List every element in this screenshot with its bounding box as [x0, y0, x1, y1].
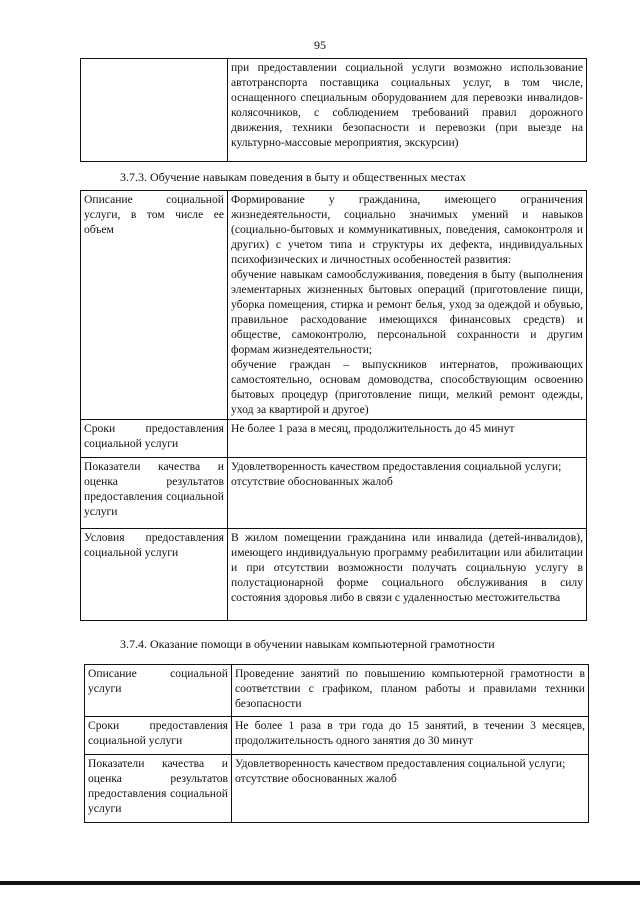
row-label: Сроки предоставления социальной услуги [81, 420, 228, 458]
section-374-table [84, 664, 589, 823]
table-row [81, 191, 587, 420]
row-value: Не более 1 раза в месяц, продолжительность до 45 минут [228, 420, 587, 458]
table-row [81, 420, 587, 458]
row-value: В жилом помещении гражданина или инвалида (детей-инвалидов), имеющего индивидуальную программу реабилитации или абилитации и при отсутствии возможности получать социальную услугу в полустационарной форме социального обслуживания в силу состояния здоровья либо в связи с удаленностью местожительства [228, 529, 587, 621]
row-value: Не более 1 раза в три года до 15 занятий, в течении 3 месяцев, продолжительность одного занятия до 30 минут [232, 717, 589, 755]
section-373-table [80, 190, 587, 621]
table-row [81, 529, 587, 621]
row-value: Формирование у гражданина, имеющего ограничения жизнедеятельности, социально значимых умений и навыков (социально-бытовых и коммуникативных, поведения, самоконтроля и других) с учетом типа и структуры их дефекта, индивидуальных психофизических и личностных особенностей развития: обучение навыкам самообслуживания, поведения в быту (выполнения элементарных жизненных бытовых операций (приготовление пищи, уборка помещения, стирка и ремонт белья, уход за одеждой и обувью, правильное расходование имеющихся финансовых средств) и обществе, самоконтролю, персональной сохранности и другим формам жизнедеятельности; обучение граждан – выпускников интернатов, проживающих самостоятельно, основам домоводства, способствующим освоению бытовых процедур (приготовление пищи, мелкий ремонт одежды, уход за квартирой и другое) [228, 191, 587, 420]
section-373-caption: 3.7.3. Обучение навыкам поведения в быту и общественных местах [120, 170, 466, 184]
transport-note: при предоставлении социальной услуги возможно использование автотранспорта поставщика социальных услуг, в том числе, оснащенного специальным оборудованием для перевозки инвалидов-колясочников, с соблюдением требований правил дорожного движения, техники безопасности и перевозки (при выезде на культурно-массовые мероприятия, экскурсии) [228, 59, 587, 162]
row-label: Показатели качества и оценка результатов предоставления социальной услуги [85, 755, 232, 823]
row-value: Удовлетворенность качеством предоставления социальной услуги; отсутствие обоснованных жалоб [228, 458, 587, 529]
table-row [85, 717, 589, 755]
top-continuation-table [80, 58, 587, 162]
row-label: Сроки предоставления социальной услуги [85, 717, 232, 755]
row-value: Проведение занятий по повышению компьютерной грамотности в соответствии с графиком, планом работы и правилами техники безопасности [232, 665, 589, 717]
row-label: Условия предоставления социальной услуги [81, 529, 228, 621]
table-row [81, 458, 587, 529]
bottom-rule [0, 881, 640, 885]
table-row [85, 755, 589, 823]
table-row [81, 59, 587, 162]
row-label: Описание социальной услуги [85, 665, 232, 717]
empty-label-cell [81, 59, 228, 162]
page-number: 95 [314, 38, 326, 52]
table-row [85, 665, 589, 717]
row-label: Показатели качества и оценка результатов предоставления социальной услуги [81, 458, 228, 529]
section-374-caption: 3.7.4. Оказание помощи в обучении навыкам компьютерной грамотности [120, 637, 495, 651]
row-value: Удовлетворенность качеством предоставления социальной услуги; отсутствие обоснованных жалоб [232, 755, 589, 823]
row-label: Описание социальной услуги, в том числе ее объем [81, 191, 228, 420]
